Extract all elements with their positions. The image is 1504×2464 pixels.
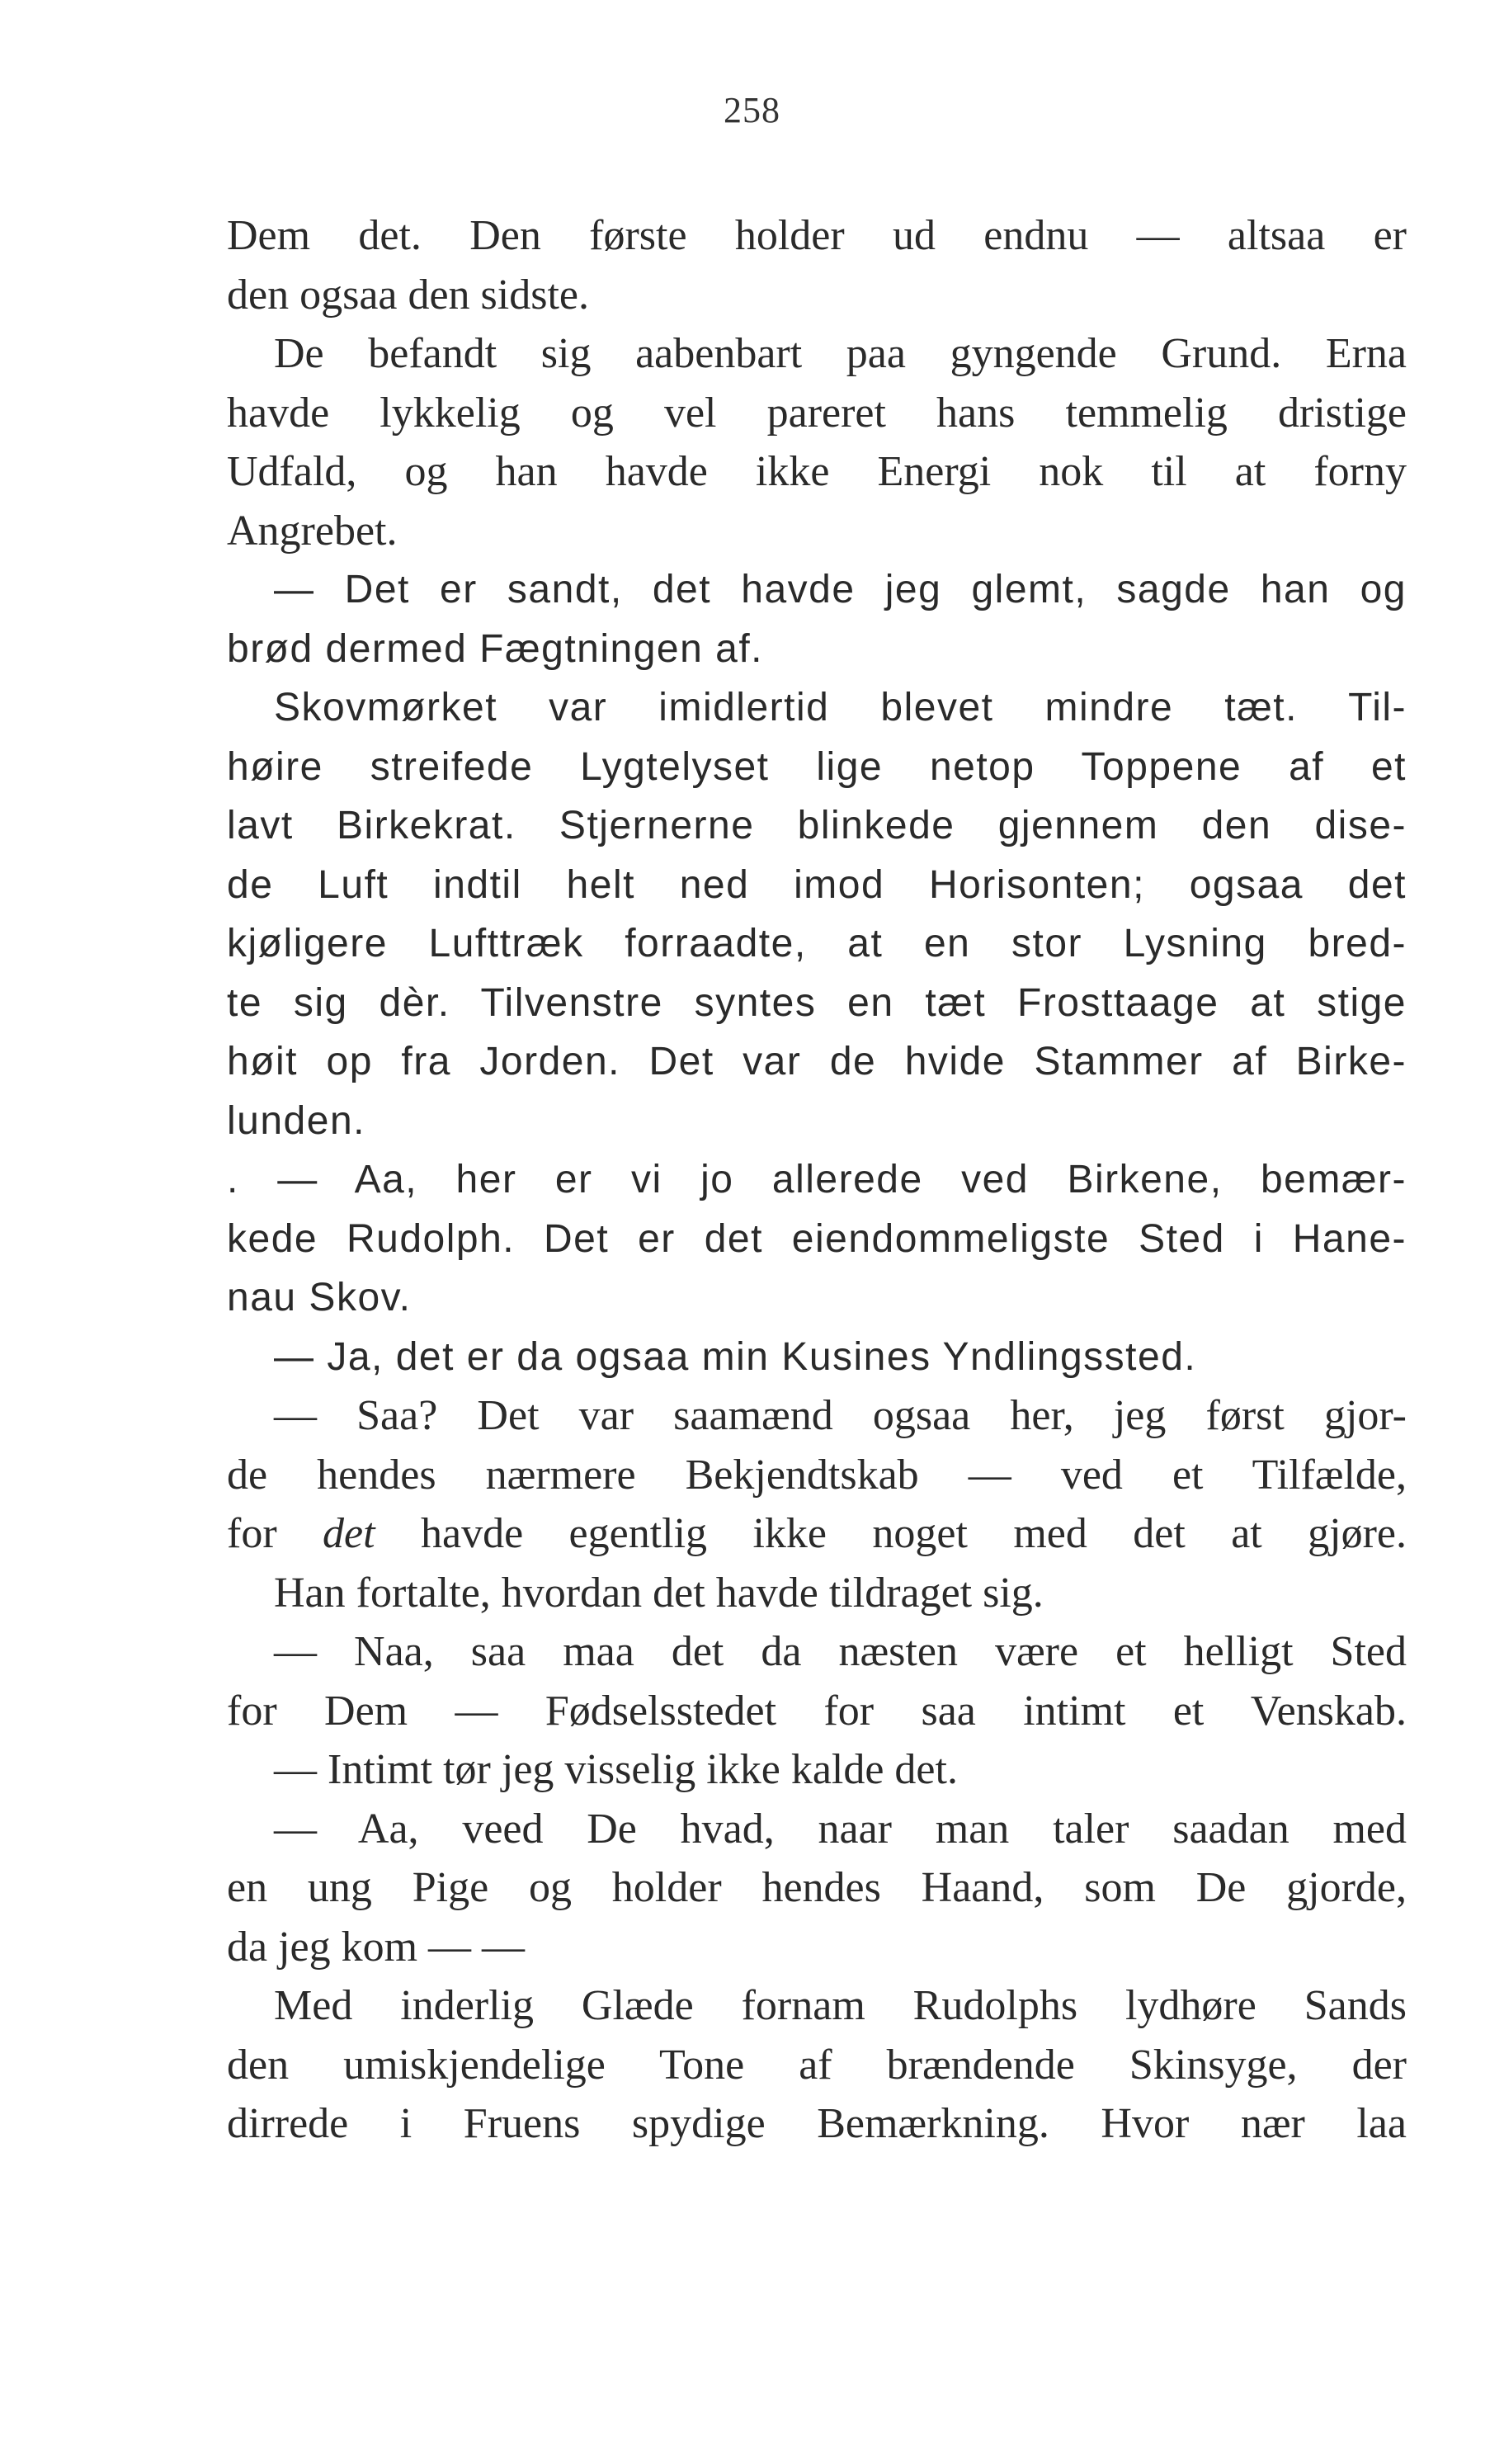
text-line: de hendes nærmere Bekjendtskab — ved et Tilfælde,: [227, 1451, 1407, 1499]
text-line: brød dermed Fægtningen af.: [227, 626, 763, 671]
text-line: Skovmørket var imidlertid blevet mindre tæt. Til-: [274, 686, 1407, 729]
text-line: Dem det. Den første holder ud endnu — altsaa er: [227, 212, 1407, 259]
text-line: en ung Pige og holder hendes Haand, som De gjorde,: [227, 1864, 1407, 1911]
text-line: havde lykkelig og vel pareret hans temmelig dristige: [227, 389, 1407, 437]
text-line: Angrebet.: [227, 507, 398, 555]
body-text: [227, 206, 1407, 2154]
text-line: da jeg kom — —: [227, 1923, 526, 1971]
text-line: Udfald, og han havde ikke Energi nok til at forny: [227, 448, 1407, 495]
text-line: kede Rudolph. Det er det eiendommeligste Sted i Hane-: [227, 1216, 1407, 1261]
text-line: for det havde egentlig ikke noget med det at gjøre.: [227, 1510, 1407, 1557]
text-line: nau Skov.: [227, 1276, 412, 1319]
text-line: den ogsaa den sidste.: [227, 271, 590, 319]
text-line: for Dem — Fødselsstedet for saa intimt et Venskab.: [227, 1687, 1407, 1735]
text-line: kjøligere Lufttræk forraadte, at en stor Lysning bred-: [227, 922, 1407, 965]
text-line: Med inderlig Glæde fornam Rudolphs lydhøre Sands: [274, 1982, 1407, 2029]
text-line: — Aa, veed De hvad, naar man taler saadan med: [274, 1805, 1407, 1853]
text-line: høit op fra Jorden. Det var de hvide Stammer af Birke-: [227, 1040, 1407, 1083]
text-line: — Det er sandt, det havde jeg glemt, sagde han og: [274, 568, 1407, 611]
text-line: den umiskjendelige Tone af brændende Skinsyge, der: [227, 2041, 1407, 2089]
text-line: lavt Birkekrat. Stjernerne blinkede gjennem den dise-: [227, 804, 1407, 847]
text-line: . — Aa, her er vi jo allerede ved Birkene, bemær-: [227, 1158, 1407, 1201]
text-line: lunden.: [227, 1098, 365, 1143]
text-line: De befandt sig aabenbart paa gyngende Grund. Erna: [274, 330, 1407, 377]
text-line: — Naa, saa maa det da næsten være et helligt Sted: [274, 1628, 1407, 1675]
text-line: — Saa? Det var saamænd ogsaa her, jeg først gjor-: [274, 1392, 1407, 1439]
page-number: 258: [724, 90, 780, 130]
text-line: høire streifede Lygtelyset lige netop Toppene af et: [227, 744, 1407, 789]
text-line: Han fortalte, hvordan det havde tildraget sig.: [274, 1569, 1044, 1617]
text-line: dirrede i Fruens spydige Bemærkning. Hvor nær laa: [227, 2100, 1407, 2147]
text-line: te sig dèr. Tilvenstre syntes en tæt Frosttaage at stige: [227, 980, 1407, 1025]
text-line: — Intimt tør jeg visselig ikke kalde det.: [274, 1746, 958, 1793]
emphasized-word: det: [323, 1510, 375, 1557]
text-line: de Luft indtil helt ned imod Horisonten; ogsaa det: [227, 862, 1407, 907]
text-line: — Ja, det er da ogsaa min Kusines Yndlingssted.: [274, 1334, 1197, 1379]
